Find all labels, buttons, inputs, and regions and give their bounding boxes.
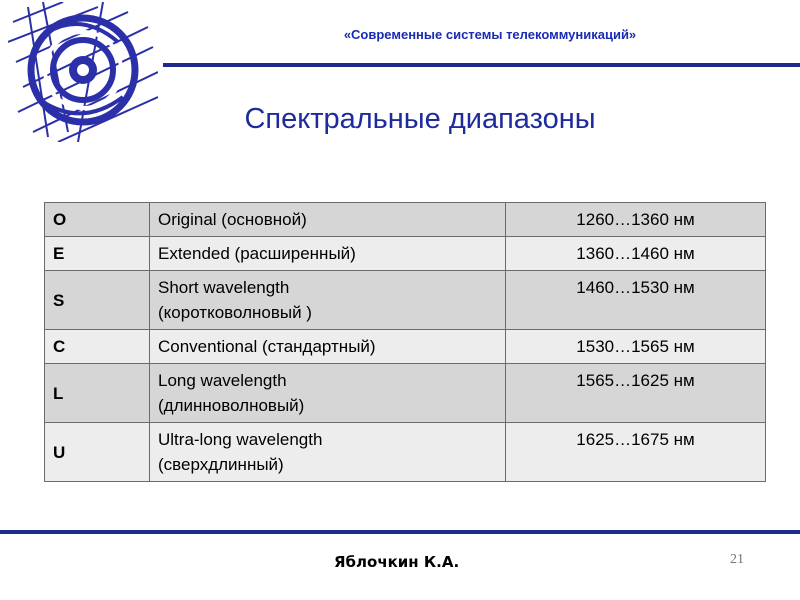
page-number: 21 [730, 552, 744, 567]
band-wavelength-range: 1565…1625 нм [506, 364, 766, 423]
band-name-line: Long wavelength [158, 371, 287, 390]
presentation-header-title: «Современные системы телекоммуникаций» [343, 27, 637, 42]
band-name-line: (коротковолновый ) [158, 303, 312, 322]
table-row [45, 203, 766, 237]
band-code: U [45, 423, 150, 482]
band-wavelength-range: 1260…1360 нм [506, 203, 766, 237]
band-code: C [45, 330, 150, 364]
band-wavelength-range: 1460…1530 нм [506, 271, 766, 330]
spectral-bands-table [44, 202, 766, 482]
band-name-line: Original (основной) [158, 210, 307, 229]
fiber-optic-logo-icon [8, 2, 158, 142]
band-name [150, 330, 506, 364]
band-code: O [45, 203, 150, 237]
band-code: S [45, 271, 150, 330]
table-row [45, 364, 766, 423]
band-wavelength-range: 1530…1565 нм [506, 330, 766, 364]
band-name-line: (сверхдлинный) [158, 455, 284, 474]
band-name [150, 271, 506, 330]
band-name-line: Extended (расширенный) [158, 244, 356, 263]
band-wavelength-range: 1360…1460 нм [506, 237, 766, 271]
table-row [45, 330, 766, 364]
table-row [45, 237, 766, 271]
band-code: L [45, 364, 150, 423]
footer-divider [0, 530, 800, 534]
band-name-line: Short wavelength [158, 278, 290, 297]
band-wavelength-range: 1625…1675 нм [506, 423, 766, 482]
band-name-line: Conventional (стандартный) [158, 337, 376, 356]
band-name-line: (длинноволновый) [158, 396, 305, 415]
band-name [150, 423, 506, 482]
footer-author: Яблочкин К.А. [334, 553, 460, 571]
header-divider [163, 63, 800, 67]
table-row [45, 423, 766, 482]
band-name [150, 203, 506, 237]
slide-title: Спектральные диапазоны [244, 103, 596, 135]
band-name [150, 237, 506, 271]
band-name [150, 364, 506, 423]
table-row [45, 271, 766, 330]
band-name-line: Ultra-long wavelength [158, 430, 323, 449]
band-code: E [45, 237, 150, 271]
